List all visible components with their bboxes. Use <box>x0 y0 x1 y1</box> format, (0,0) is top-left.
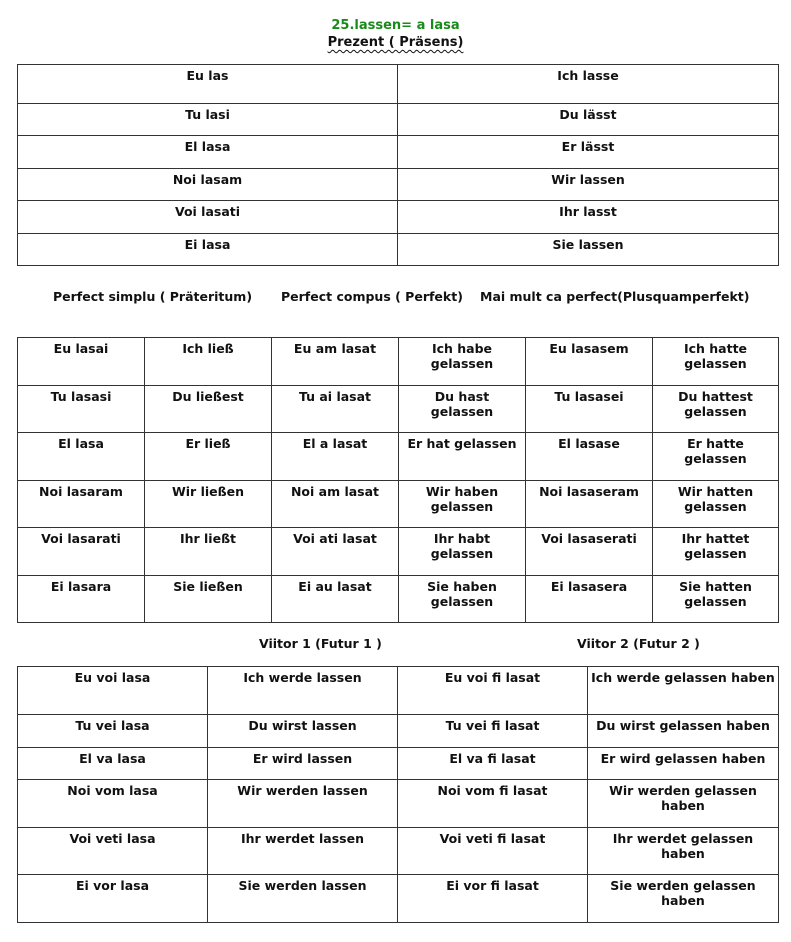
conjugation-cell: Tu ai lasat <box>272 386 399 433</box>
future-row <box>18 748 779 780</box>
conjugation-cell: Noi vom fi lasat <box>398 780 588 828</box>
past-headings <box>0 289 791 305</box>
conjugation-cell: Ei lasa <box>18 234 398 266</box>
conjugation-cell: Noi am lasat <box>272 481 399 528</box>
past-row <box>18 338 779 386</box>
conjugation-cell: Du hast gelassen <box>399 386 526 433</box>
conjugation-cell: Sie werden gelassen haben <box>588 875 779 923</box>
conjugation-cell: Ei lasasera <box>526 576 653 623</box>
conjugation-cell: Er wird gelassen haben <box>588 748 779 780</box>
conjugation-cell: Voi ati lasat <box>272 528 399 576</box>
conjugation-cell: Wir hatten gelassen <box>653 481 779 528</box>
conjugation-cell: Du lässt <box>398 104 779 136</box>
conjugation-cell: Er lässt <box>398 136 779 169</box>
prezent-row <box>18 65 779 104</box>
conjugation-cell: Tu vei fi lasat <box>398 715 588 748</box>
conjugation-cell: El lasase <box>526 433 653 481</box>
conjugation-cell: Ich ließ <box>145 338 272 386</box>
conjugation-cell: Du hattest gelassen <box>653 386 779 433</box>
conjugation-cell: Wir haben gelassen <box>399 481 526 528</box>
futur2-heading: Viitor 2 (Futur 2 ) <box>577 636 700 651</box>
prezent-row <box>18 136 779 169</box>
prezent-table <box>17 64 779 266</box>
conjugation-cell: Ich hatte gelassen <box>653 338 779 386</box>
conjugation-cell: Wir ließen <box>145 481 272 528</box>
conjugation-cell: Ich werde gelassen haben <box>588 667 779 715</box>
conjugation-cell: Du wirst lassen <box>208 715 398 748</box>
conjugation-cell: Ihr werdet gelassen haben <box>588 828 779 875</box>
conjugation-cell: Sie hatten gelassen <box>653 576 779 623</box>
conjugation-cell: Voi veti fi lasat <box>398 828 588 875</box>
future-row <box>18 828 779 875</box>
prezent-row <box>18 169 779 201</box>
conjugation-cell: Tu lasi <box>18 104 398 136</box>
conjugation-cell: Ihr werdet lassen <box>208 828 398 875</box>
conjugation-cell: El va lasa <box>18 748 208 780</box>
conjugation-cell: Tu lasasi <box>18 386 145 433</box>
conjugation-cell: Ich lasse <box>398 65 779 104</box>
perfect-compus-heading: Perfect compus ( Perfekt) <box>281 289 463 304</box>
past-row <box>18 576 779 623</box>
future-headings <box>0 636 791 652</box>
future-row <box>18 667 779 715</box>
conjugation-cell: Wir lassen <box>398 169 779 201</box>
past-tenses-table <box>17 337 779 623</box>
past-row <box>18 481 779 528</box>
future-row <box>18 875 779 923</box>
conjugation-cell: Ihr lasst <box>398 201 779 234</box>
mai-mult-ca-perfect-heading: Mai mult ca perfect(Plusquamperfekt) <box>480 289 750 304</box>
conjugation-cell: El lasa <box>18 136 398 169</box>
conjugation-cell: Er hat gelassen <box>399 433 526 481</box>
document-title: 25.lassen= a lasa <box>331 18 460 33</box>
conjugation-cell: Voi lasati <box>18 201 398 234</box>
conjugation-cell: Noi lasam <box>18 169 398 201</box>
conjugation-cell: El va fi lasat <box>398 748 588 780</box>
conjugation-cell: Eu lasasem <box>526 338 653 386</box>
futur1-heading: Viitor 1 (Futur 1 ) <box>259 636 382 651</box>
conjugation-cell: Ei au lasat <box>272 576 399 623</box>
conjugation-cell: Voi lasarati <box>18 528 145 576</box>
conjugation-cell: El a lasat <box>272 433 399 481</box>
past-row <box>18 386 779 433</box>
conjugation-cell: Ei lasara <box>18 576 145 623</box>
conjugation-cell: Eu am lasat <box>272 338 399 386</box>
conjugation-cell: Sie ließen <box>145 576 272 623</box>
past-row <box>18 528 779 576</box>
conjugation-cell: Ihr hattet gelassen <box>653 528 779 576</box>
future-row <box>18 780 779 828</box>
conjugation-cell: Eu las <box>18 65 398 104</box>
conjugation-cell: Noi lasaram <box>18 481 145 528</box>
prezent-row <box>18 201 779 234</box>
conjugation-cell: Tu vei lasa <box>18 715 208 748</box>
prezent-heading-text: Prezent ( Präsens) <box>327 35 464 50</box>
conjugation-cell: El lasa <box>18 433 145 481</box>
prezent-row <box>18 104 779 136</box>
conjugation-cell: Eu lasai <box>18 338 145 386</box>
conjugation-cell: Tu lasasei <box>526 386 653 433</box>
conjugation-cell: Noi lasaseram <box>526 481 653 528</box>
conjugation-cell: Sie werden lassen <box>208 875 398 923</box>
conjugation-cell: Er wird lassen <box>208 748 398 780</box>
conjugation-cell: Er hatte gelassen <box>653 433 779 481</box>
conjugation-cell: Ei vor lasa <box>18 875 208 923</box>
conjugation-cell: Er ließ <box>145 433 272 481</box>
conjugation-cell: Voi veti lasa <box>18 828 208 875</box>
conjugation-cell: Sie lassen <box>398 234 779 266</box>
conjugation-cell: Wir werden gelassen haben <box>588 780 779 828</box>
future-tenses-table <box>17 666 779 923</box>
conjugation-cell: Ich werde lassen <box>208 667 398 715</box>
perfect-simplu-heading: Perfect simplu ( Präteritum) <box>53 289 253 304</box>
conjugation-cell: Eu voi fi lasat <box>398 667 588 715</box>
conjugation-cell: Wir werden lassen <box>208 780 398 828</box>
conjugation-cell: Eu voi lasa <box>18 667 208 715</box>
conjugation-cell: Noi vom lasa <box>18 780 208 828</box>
prezent-row <box>18 234 779 266</box>
conjugation-cell: Ihr ließt <box>145 528 272 576</box>
conjugation-cell: Ei vor fi lasat <box>398 875 588 923</box>
past-row <box>18 433 779 481</box>
prezent-heading <box>0 35 791 50</box>
conjugation-cell: Ich habe gelassen <box>399 338 526 386</box>
conjugation-cell: Du ließest <box>145 386 272 433</box>
conjugation-cell: Sie haben gelassen <box>399 576 526 623</box>
conjugation-cell: Du wirst gelassen haben <box>588 715 779 748</box>
future-row <box>18 715 779 748</box>
conjugation-cell: Ihr habt gelassen <box>399 528 526 576</box>
conjugation-cell: Voi lasaserati <box>526 528 653 576</box>
